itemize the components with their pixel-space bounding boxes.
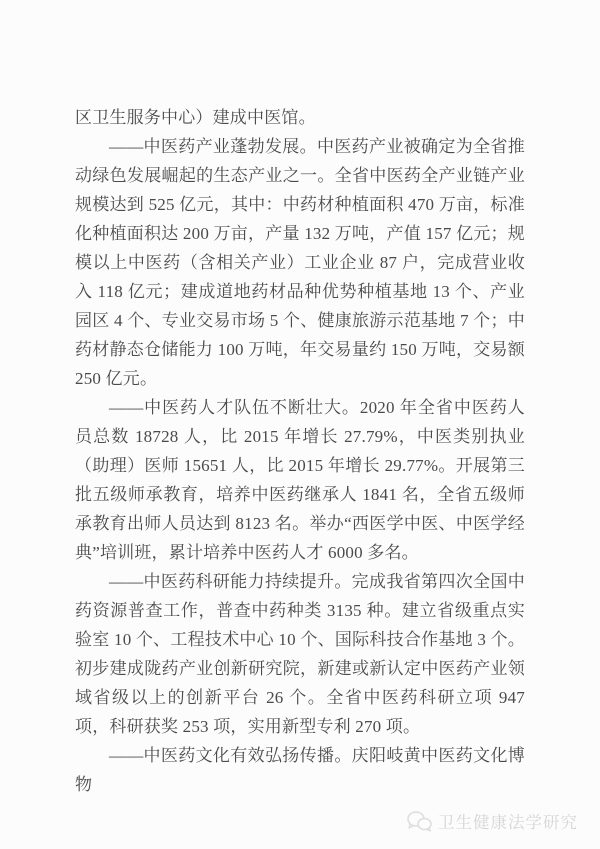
watermark-label: 卫生健康法学研究 xyxy=(438,813,578,832)
wechat-logo-icon xyxy=(406,810,433,832)
paragraph-research: ——中医药科研能力持续提升。完成我省第四次全国中药资源普查工作，普查中药种类 3135 种。建立省级重点实验室 10 个、工程技术中心 10 个、国际科技合作基地 3 个。初步建成陇药产业创新研究院，新建或新认定中医药产业领域省级以上的创新平台 26 个。全省中医药科研立项 947 项，科研获奖 253 项，实用新型专利 270 项。 xyxy=(75,572,525,736)
paragraph-talent: ——中医药人才队伍不断壮大。2020 年全省中医药人员总数 18728 人，比 2015 年增长 27.79%，中医类别执业（助理）医师 15651 人，比 2015 年增长 29.77%。开展第三批五级师承教育，培养中医药继承人 1841 名，全省五级师承教育出师人员达到 8123 名。举办“西医学中医、中医学经典”培训班，累计培养中医药人才 6000 多名。 xyxy=(75,398,525,562)
document-body xyxy=(75,103,525,799)
paragraph-culture: ——中医药文化有效弘扬传播。庆阳岐黄中医药文化博物 xyxy=(75,746,525,794)
paragraph-industry: ——中医药产业蓬勃发展。中医药产业被确定为全省推动绿色发展崛起的生态产业之一。全省中医药全产业链产业规模达到 525 亿元，其中：中药材种植面积 470 万亩，标准化种植面积达 200 万亩，产量 132 万吨，产值 157 亿元；规模以上中医药（含相关产业）工业企业 87 户，完成营业收入 118 亿元；建成道地药材品种优势种植基地 13 个、产业园区 4 个、专业交易市场 5 个、健康旅游示范基地 7 个；中药材静态仓储能力 100 万吨，年交易量约 150 万吨，交易额 250 亿元。 xyxy=(75,137,525,388)
watermark xyxy=(406,809,578,833)
paragraph-continuation: 区卫生服务中心）建成中医馆。 xyxy=(75,108,316,127)
